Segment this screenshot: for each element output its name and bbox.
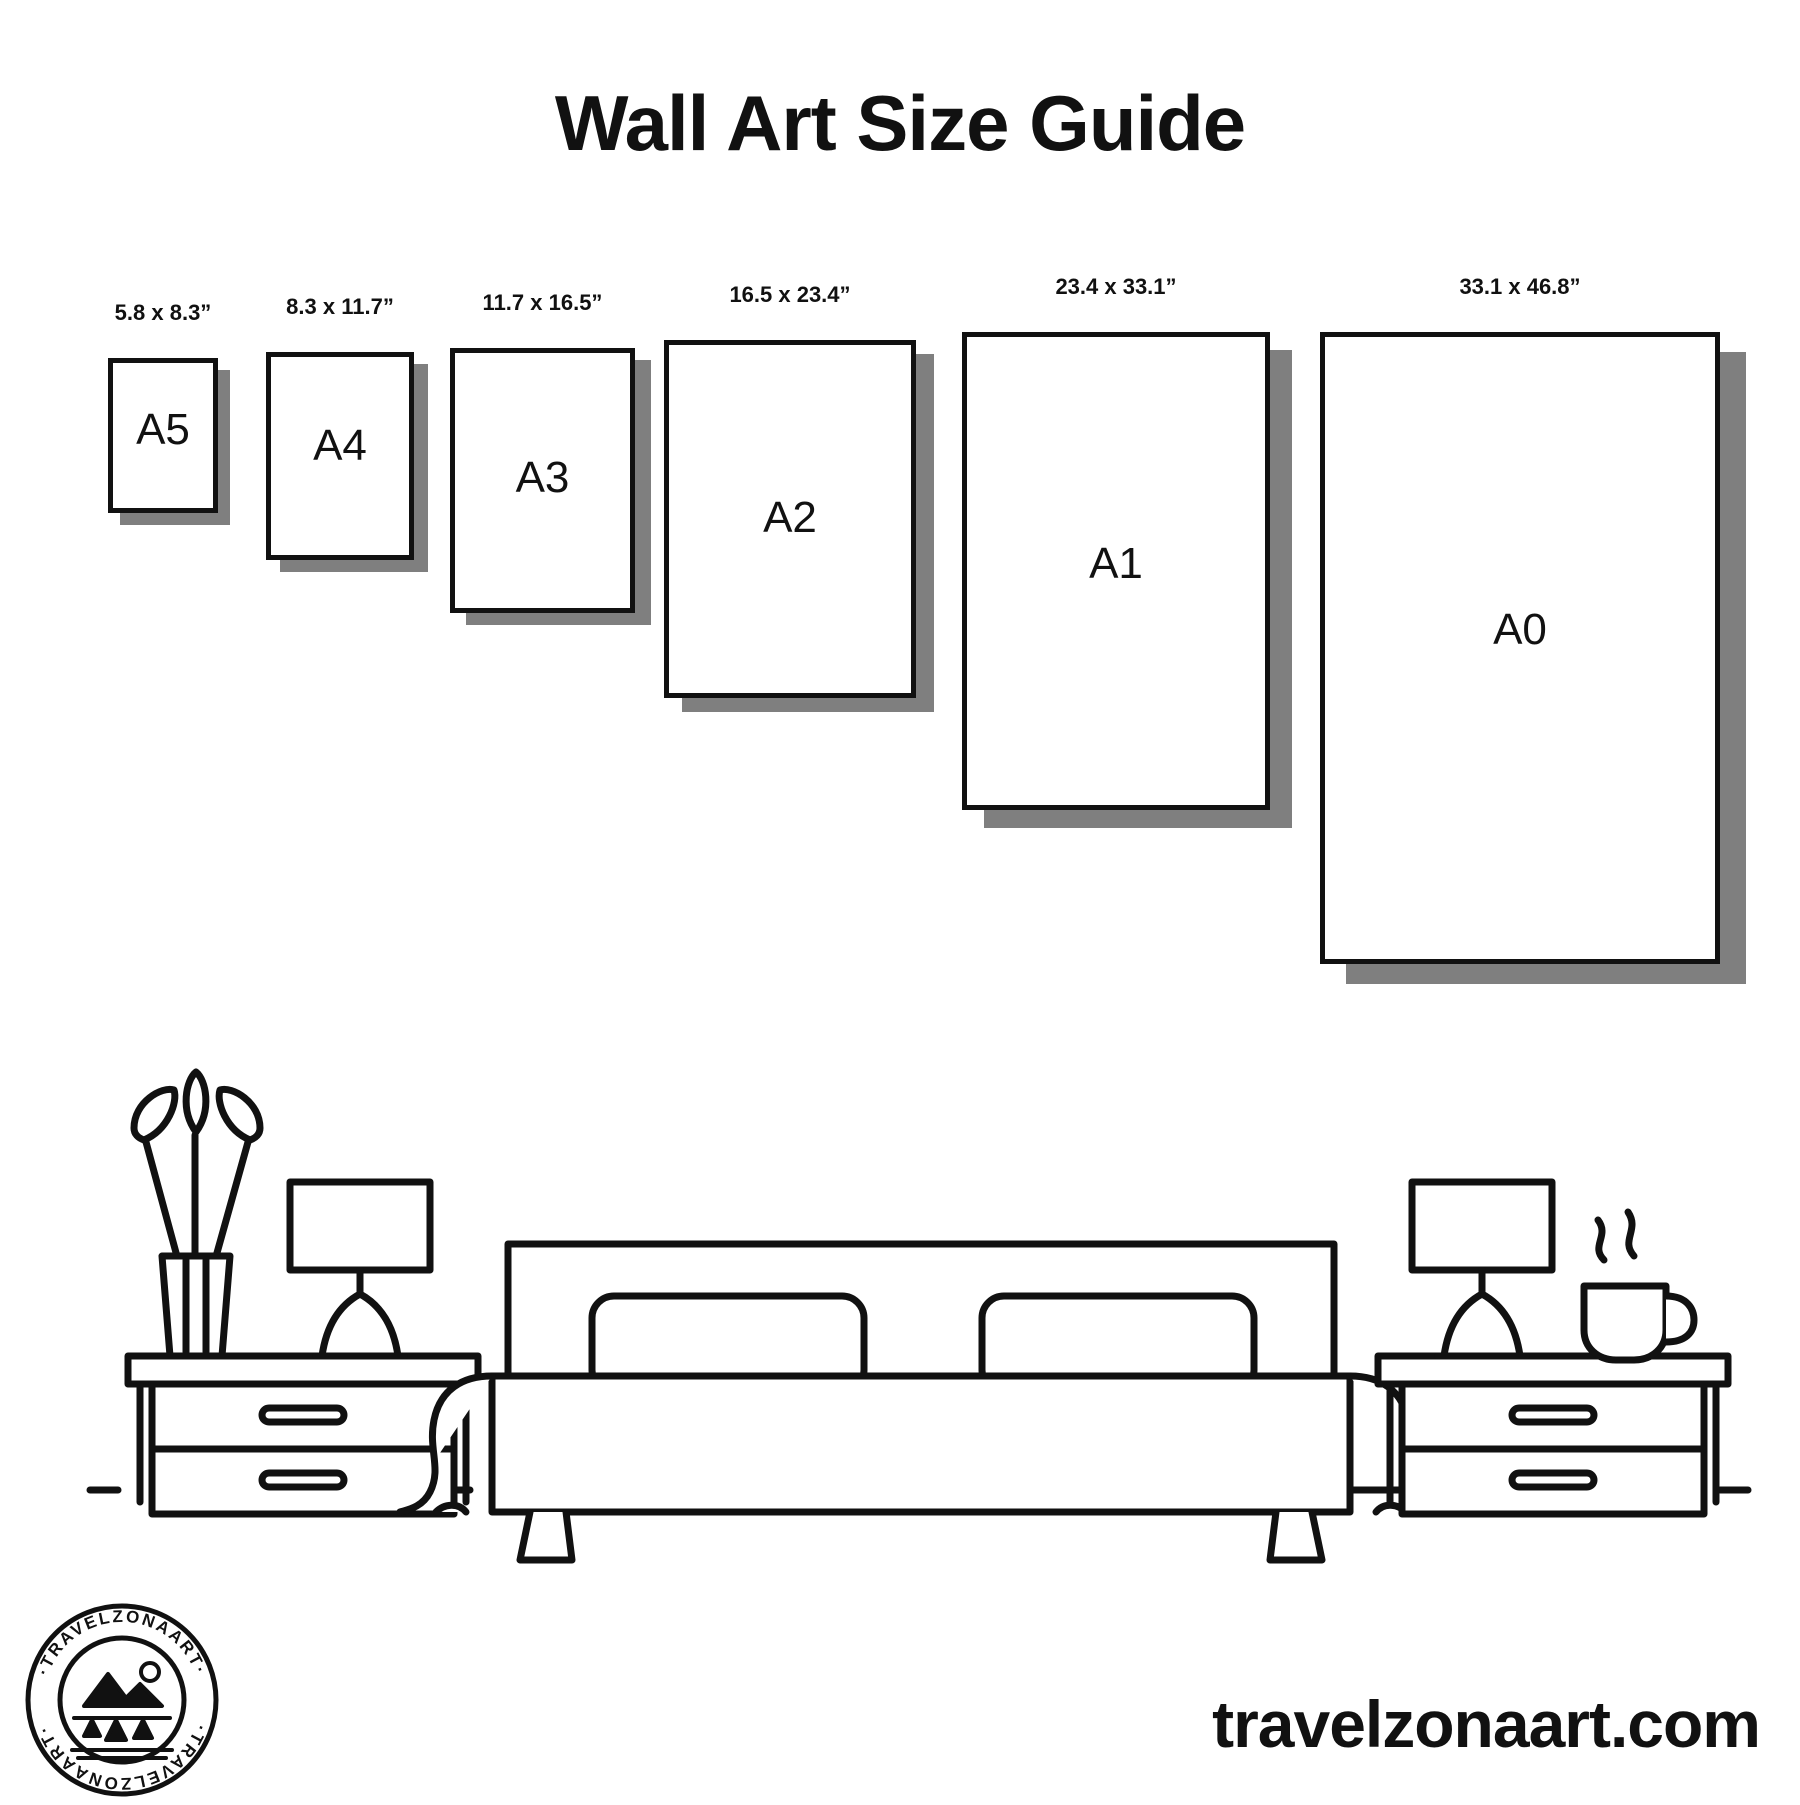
frame-group-a1[interactable] — [962, 274, 1270, 834]
frame-group-a4[interactable] — [266, 294, 414, 574]
frame-group-a5[interactable] — [108, 300, 218, 515]
frame-box[interactable] — [962, 332, 1270, 810]
frame-group-a0[interactable] — [1320, 274, 1720, 994]
frame-dimension-label: 11.7 x 16.5” — [482, 290, 603, 315]
frame-box[interactable] — [108, 358, 218, 513]
frame-size-name: A2 — [763, 493, 817, 542]
frame-dimension-label: 5.8 x 8.3” — [114, 300, 212, 325]
logo-arc-text-top: ·TRAVELZONAART· — [33, 1606, 211, 1679]
svg-text:·TRAVELZONAART· — [33, 1607, 210, 1678]
frame-group-a3[interactable] — [450, 290, 635, 630]
website-url[interactable]: travelzonaart.com — [1212, 1687, 1760, 1761]
table-lamp-left — [290, 1182, 430, 1356]
frame-size-name: A4 — [313, 421, 367, 470]
coffee-cup-icon — [1584, 1212, 1694, 1360]
frame-dimension-label: 8.3 x 11.7” — [286, 294, 394, 319]
frame-size-name: A3 — [515, 453, 570, 502]
frame-size-name: A5 — [136, 405, 190, 454]
frame-dimension-label: 16.5 x 23.4” — [729, 282, 851, 307]
bedroom-illustration — [0, 960, 1800, 1580]
bed-icon — [400, 1244, 1442, 1560]
frame-box[interactable] — [266, 352, 414, 560]
frame-dimension-label: 23.4 x 33.1” — [1055, 274, 1177, 299]
frame-box[interactable] — [664, 340, 916, 698]
plant-vase-icon — [134, 1072, 260, 1356]
logo-arc-text-bottom: ·TRAVELZONAART· — [33, 1721, 211, 1794]
frame-size-name: A1 — [1089, 539, 1143, 588]
logo-mountain-icon — [72, 1663, 172, 1758]
frame-box[interactable] — [1320, 332, 1720, 964]
table-lamp-right — [1412, 1182, 1552, 1356]
brand-logo[interactable] — [22, 1600, 222, 1800]
frame-size-name: A0 — [1493, 605, 1547, 654]
page-title: Wall Art Size Guide — [554, 79, 1246, 167]
frame-dimension-label: 33.1 x 46.8” — [1459, 274, 1581, 299]
frame-box[interactable] — [450, 348, 635, 613]
nightstand-right — [1378, 1356, 1728, 1514]
frame-group-a2[interactable] — [664, 282, 916, 722]
